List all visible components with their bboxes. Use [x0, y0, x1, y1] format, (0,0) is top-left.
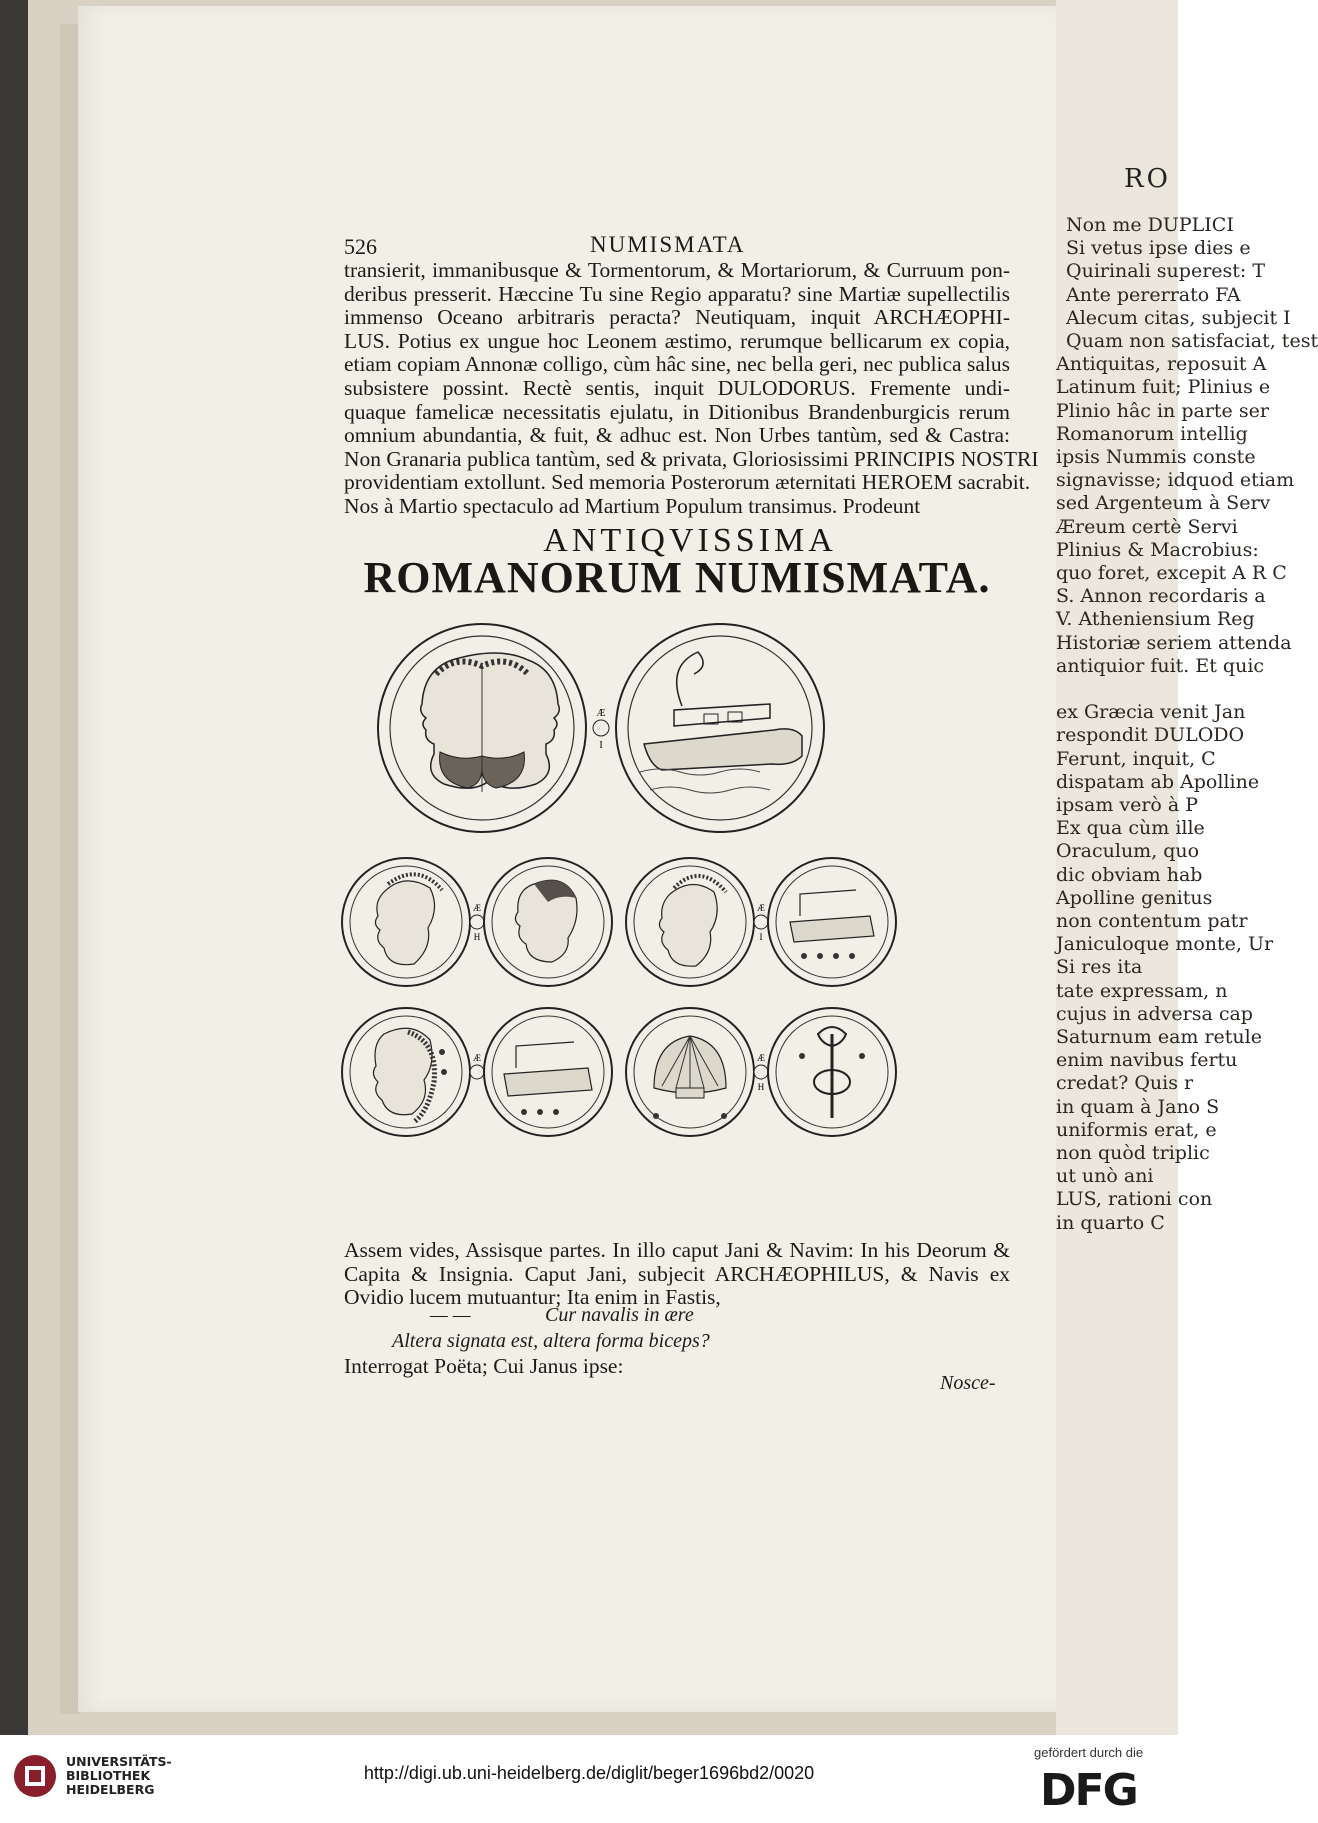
coin-janus-head — [378, 624, 586, 832]
right-page-line: ipsam verò à P — [1056, 794, 1199, 816]
right-page-line: respondit DULODO — [1056, 724, 1245, 747]
coin-helmeted-minerva — [626, 858, 754, 986]
after-verse-line: Interrogat Poëta; Cui Janus ipse: — [344, 1354, 624, 1378]
funded-by-label: gefördert durch die — [1034, 1745, 1144, 1760]
coin-head-with-curls — [484, 858, 612, 986]
body-line: etiam copiam Annonæ colligo, cùm hâc sine, nec bella geri, nec publica salus — [344, 352, 1010, 377]
right-page-line: uniformis erat, e — [1056, 1118, 1217, 1141]
plate-title-line1: ANTIQVISSIMA — [543, 522, 837, 559]
right-page-line: dic obviam hab — [1056, 863, 1203, 886]
right-page-line: Quam non satisfaciat, test — [1066, 330, 1318, 352]
right-page-line: in quarto C — [1056, 1211, 1165, 1234]
coin-prow-small — [768, 858, 896, 986]
body-line: providentiam extollunt. Sed memoria Posterorum æternitati HEROEM sacrabit. — [344, 470, 1031, 495]
row2-right-value-mark: I — [759, 932, 763, 942]
right-page-line: dispatam ab Apolline — [1056, 770, 1260, 793]
right-page-line: antiquior fuit. Et quic — [1056, 654, 1265, 677]
page-number: 526 — [344, 234, 377, 259]
body-line: Nos à Martio spectaculo ad Martium Populum transimus. Prodeunt — [344, 494, 921, 518]
right-page-line: ut unò ani — [1056, 1165, 1154, 1188]
right-page-line: Alecum citas, subjecit I — [1066, 306, 1291, 329]
right-page-line: Plinio hâc in parte ser — [1056, 399, 1269, 422]
coin-ship-prow — [616, 624, 824, 832]
right-page-line: Antiquitas, reposuit A — [1056, 353, 1267, 376]
body-line: subsistere possint. Rectè sentis, inquit DULODORUS. Fremente undi- — [344, 376, 1010, 400]
right-page-line: sed Argenteum à Serv — [1056, 492, 1271, 515]
after-plate-line: Ovidio lucem mutuantur; Ita enim in Fastis, — [344, 1285, 721, 1310]
right-page-line: ex Græcia venit Jan — [1056, 701, 1246, 724]
page-stack-edge — [60, 24, 80, 1714]
right-page-line: S. Annon recordaris a — [1056, 585, 1266, 608]
right-page — [1056, 0, 1318, 1735]
as-metal-mark: Æ — [596, 708, 606, 719]
plate-title-line2: ROMANORUM NUMISMATA. — [363, 553, 991, 602]
right-page-line: enim navibus fertu — [1056, 1049, 1238, 1072]
right-page-line: Ante pererrato FA — [1066, 283, 1241, 306]
right-page-line: Saturnum eam retule — [1056, 1026, 1262, 1048]
right-page-line: Quirinali superest: T — [1066, 260, 1266, 283]
catchword: Nosce- — [940, 1372, 996, 1394]
right-page-line: non quòd triplic — [1056, 1142, 1210, 1164]
right-page-line: tate expressam, n — [1056, 979, 1228, 1002]
right-page-line: credat? Quis r — [1056, 1072, 1194, 1095]
right-page-line: Si vetus ipse dies e — [1066, 237, 1251, 260]
institution-line-2: BIBLIOTHEK — [66, 1768, 151, 1783]
after-plate-line: Capita & Insignia. Caput Jani, subjecit ARCHÆOPHILUS, & Navis ex — [344, 1261, 1010, 1286]
coin-caduceus — [768, 1008, 896, 1136]
body-line: transierit, immanibusque & Tormentorum, & Mortariorum, & Curruum pon- — [344, 258, 1010, 282]
right-page-running-head: RO — [1124, 164, 1171, 194]
right-page-line: Romanorum intellig — [1056, 422, 1248, 445]
right-page-line: signavisse; idquod etiam — [1056, 469, 1295, 492]
right-page-line: Non me DUPLICI — [1066, 214, 1234, 236]
right-page-line: V. Atheniensium Reg — [1056, 608, 1255, 631]
right-page-line: Apolline genitus — [1056, 886, 1213, 909]
right-page-line: Ex qua cùm ille — [1056, 817, 1205, 840]
right-page-line: Janiculoque monte, Ur — [1056, 933, 1274, 956]
body-line: immenso Oceano arbitraris peracta? Neutiquam, inquit ARCHÆOPHI- — [344, 305, 1010, 330]
right-page-line: Ferunt, inquit, C — [1056, 747, 1216, 770]
right-page-line: Æreum certè Servi — [1056, 515, 1238, 538]
body-line: quaque famelicæ necessitatis ejulatu, in Ditionibus Brandenburgicis rerum — [344, 399, 1010, 424]
body-line: omnium abundantia, & fuit, & adhuc est. Non Urbes tantùm, sed & Castra: — [344, 423, 1010, 448]
institution-line-1: UNIVERSITÄTS- — [66, 1754, 172, 1769]
right-page-line: quo foret, excepit A R C — [1056, 562, 1287, 584]
body-line: deribus presserit. Hæccine Tu sine Regio apparatu? sine Martiæ supellectilis — [344, 281, 1010, 306]
running-head: NUMISMATA — [590, 232, 746, 257]
coin-plate — [344, 622, 1010, 1222]
row3-left-metal-mark: Æ — [472, 1053, 482, 1063]
right-page-line: Plinius & Macrobius: — [1056, 538, 1259, 561]
verse-line-1: Cur navalis in ære — [545, 1304, 694, 1326]
right-page-line: Oraculum, quo — [1056, 840, 1200, 863]
digitization-footer — [0, 1735, 1178, 1823]
body-line: LUS. Potius ex ungue hoc Leonem æstimo, rerumque bellicarum ex copia, — [344, 328, 1010, 353]
right-page-line: LUS, rationi con — [1056, 1188, 1213, 1211]
right-page-line: ipsis Nummis conste — [1056, 446, 1256, 468]
after-plate-line: Assem vides, Assisque partes. In illo caput Jani & Navim: In his Deorum & — [344, 1238, 1010, 1262]
institution-line-3: HEIDELBERG — [66, 1782, 155, 1797]
row3-right-value-mark: H — [757, 1082, 765, 1092]
as-value-mark: I — [599, 740, 603, 751]
right-page-line: non contentum patr — [1056, 910, 1248, 932]
permalink-url[interactable]: http://digi.ub.uni-heidelberg.de/diglit/beger1696bd2/0020 — [363, 1763, 815, 1783]
row2-left-metal-mark: Æ — [472, 903, 482, 913]
verse-dashes: — — — [430, 1304, 471, 1326]
coin-head-lion-skin — [342, 1008, 470, 1136]
row2-left-value-mark: H — [473, 932, 481, 942]
row2-right-metal-mark: Æ — [756, 903, 766, 913]
coin-scallop-shell — [626, 1008, 754, 1136]
right-page-line: Historiæ seriem attenda — [1056, 631, 1292, 654]
row3-right-metal-mark: Æ — [756, 1053, 766, 1063]
verse-line-2: Altera signata est, altera forma biceps? — [392, 1330, 710, 1352]
dfg-logo: DFG — [1040, 1765, 1137, 1816]
coin-helmeted-head-left — [342, 858, 470, 986]
right-page-line: Latinum fuit; Plinius e — [1056, 376, 1271, 399]
right-page-line: in quam à Jano S — [1056, 1095, 1220, 1118]
right-page-line: Si res ita — [1056, 956, 1143, 979]
right-page-line: cujus in adversa cap — [1056, 1002, 1253, 1025]
body-line: Non Granaria publica tantùm, sed & privata, Gloriosissimi PRINCIPIS NOSTRI — [344, 446, 1039, 471]
coin-prow-second — [484, 1008, 612, 1136]
